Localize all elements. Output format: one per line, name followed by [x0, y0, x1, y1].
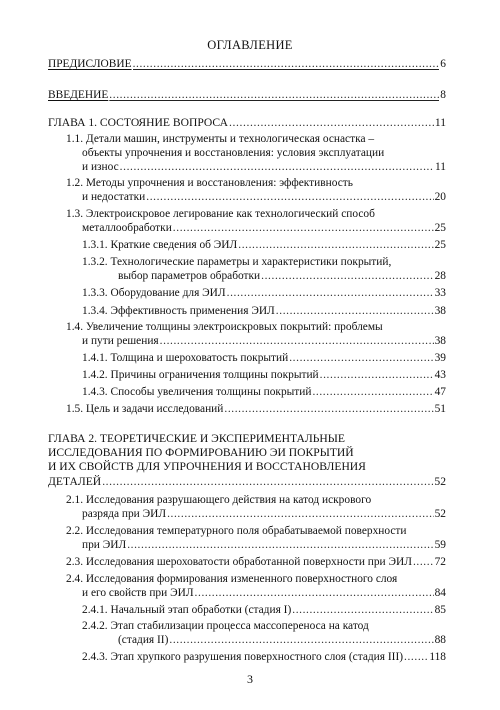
toc-entry-1-3[interactable]: [66, 207, 446, 235]
toc-line: [66, 555, 446, 569]
toc-page-number: 85: [434, 604, 446, 616]
toc-line: [48, 116, 446, 130]
toc-entry-text: 1.2. Методы упрочнения и восстановления: эффективность: [66, 177, 353, 189]
toc-entry-2-1[interactable]: [66, 493, 446, 521]
toc-page-number: 11: [435, 161, 446, 174]
dot-leader: [109, 88, 439, 102]
dot-leader: [120, 160, 434, 174]
toc-line: [82, 650, 446, 664]
toc-entry-1-4[interactable]: [66, 320, 446, 348]
toc-entry-1-5[interactable]: [66, 402, 446, 416]
toc-line: [82, 286, 446, 300]
toc-line: [48, 57, 446, 71]
toc-entry-1-4-3[interactable]: [82, 385, 446, 399]
dot-leader: [229, 116, 434, 130]
toc-page-number: 28: [434, 270, 446, 283]
toc-entry-text: ДЕТАЛЕЙ: [48, 474, 102, 488]
toc-entry-text: 1.3.1. Краткие сведения об ЭИЛ: [82, 239, 238, 251]
toc-entry-2-3[interactable]: [66, 555, 446, 569]
toc-page-number: 39: [434, 352, 446, 364]
toc-entry-2-4[interactable]: [66, 572, 446, 600]
toc-entry-text: и недостатки: [82, 191, 146, 204]
toc-page-number: 38: [434, 305, 446, 317]
toc-entry-2-4-1[interactable]: [82, 603, 446, 617]
toc-page-number: 8: [440, 89, 446, 101]
toc-entry-text: металлообработки: [82, 222, 172, 235]
toc-page-number: 20: [434, 191, 446, 204]
toc-page-number: 6: [440, 58, 446, 70]
dot-leader: [276, 304, 434, 318]
toc-entry-introduction[interactable]: [48, 88, 446, 102]
dot-leader: [133, 57, 440, 71]
toc-line: [82, 304, 446, 318]
dot-leader: [292, 603, 433, 617]
toc-entry-text: 1.4. Увеличение толщины электроискровых покрытий: проблемы: [66, 321, 383, 333]
toc-entry-text: 1.4.1. Толщина и шероховатость покрытий: [82, 352, 289, 364]
toc-entry-preface[interactable]: [48, 57, 446, 71]
toc-page-number: 52: [434, 474, 446, 488]
toc-entry-text: разряда при ЭИЛ: [82, 508, 167, 521]
toc-page-number: 59: [434, 539, 446, 552]
toc-entry-text: ПРЕДИСЛОВИЕ: [48, 58, 132, 70]
toc-line: [66, 221, 446, 235]
toc-entry-text: 2.2. Исследования температурного поля обрабатываемой поверхности: [66, 525, 407, 537]
toc-entry-text: выбор параметров обработки: [118, 270, 261, 283]
toc-entry-1-4-2[interactable]: [82, 368, 446, 382]
toc-entry-1-3-3[interactable]: [82, 286, 446, 300]
toc-page-number: 33: [434, 287, 446, 299]
dot-leader: [238, 238, 433, 252]
dot-leader: [413, 555, 434, 569]
toc-page-number: 38: [434, 335, 446, 348]
dot-leader: [167, 507, 434, 521]
toc-line: [66, 507, 446, 521]
toc-entry-text: 1.1. Детали машин, инструменты и технологическая оснастка –: [66, 133, 375, 145]
toc-entry-text: и пути решения: [82, 335, 159, 348]
dot-leader: [227, 286, 434, 300]
toc-entry-text: 1.5. Цель и задачи исследований: [66, 403, 224, 415]
toc-entry-text: 2.4.2. Этап стабилизации процесса массопереноса на катод: [82, 620, 369, 632]
toc-line: [66, 402, 446, 416]
toc-entry-chapter-1[interactable]: [48, 116, 446, 130]
toc-line: [82, 351, 446, 365]
toc-line: [66, 160, 446, 174]
toc-line: [82, 238, 446, 252]
dot-leader: [169, 633, 433, 647]
toc-entry-text: и износ: [82, 161, 119, 174]
toc-entry-text: 1.3.3. Оборудование для ЭИЛ: [82, 287, 226, 299]
toc-entry-text: 1.4.2. Причины ограничения толщины покрытий: [82, 369, 319, 381]
dot-leader: [195, 586, 434, 600]
toc-line: [66, 538, 446, 552]
toc-page-number: 88: [434, 634, 446, 647]
toc-entry-1-4-1[interactable]: [82, 351, 446, 365]
dot-leader: [261, 269, 433, 283]
toc-entry-1-3-2[interactable]: [82, 255, 446, 283]
toc-page-number: 25: [434, 222, 446, 235]
toc-line: [82, 368, 446, 382]
toc-entry-text: 2.3. Исследования шероховатости обработанной поверхности при ЭИЛ: [66, 556, 412, 568]
toc-line: [66, 334, 446, 348]
toc-page-number: 118: [429, 651, 446, 663]
toc-entry-1-2[interactable]: [66, 176, 446, 204]
toc-line: [82, 269, 446, 283]
toc-entry-text: 1.3. Электроискровое легирование как технологический способ: [66, 208, 375, 220]
toc-entry-text: 1.3.2. Технологические параметры и характеристики покрытий,: [82, 256, 392, 268]
dot-leader: [146, 190, 433, 204]
toc-line: [48, 475, 446, 489]
toc-entry-text: при ЭИЛ: [82, 539, 127, 552]
dot-leader: [312, 385, 433, 399]
toc-page-number: 84: [434, 587, 446, 600]
dot-leader: [160, 334, 434, 348]
toc-entry-text: ИССЛЕДОВАНИЯ ПО ФОРМИРОВАНИЮ ЭИ ПОКРЫТИЙ: [48, 446, 354, 460]
toc-entry-text: 2.4.3. Этап хрупкого разрушения поверхностного слоя (стадия III): [82, 651, 404, 663]
toc-page-number: 43: [434, 369, 446, 381]
toc-entry-text: 1.3.4. Эффективность применения ЭИЛ: [82, 305, 275, 317]
toc-page-number: 47: [434, 386, 446, 398]
toc-entry-text: и его свойств при ЭИЛ: [82, 587, 194, 600]
dot-leader: [320, 368, 434, 382]
dot-leader: [289, 351, 433, 365]
toc-line: [82, 603, 446, 617]
toc-title: ОГЛАВЛЕНИЕ: [207, 38, 293, 52]
toc-entry-text: ГЛАВА 1. СОСТОЯНИЕ ВОПРОСА: [48, 116, 228, 129]
toc-entry-1-3-1[interactable]: [82, 238, 446, 252]
toc-entry-2-4-2[interactable]: [82, 619, 446, 647]
page-number: 3: [247, 672, 253, 686]
toc-line: [48, 88, 446, 102]
toc-entry-1-3-4[interactable]: [82, 304, 446, 318]
dot-leader: [102, 475, 433, 489]
toc-page-number: 72: [434, 556, 446, 568]
dot-leader: [127, 538, 433, 552]
toc-entry-2-4-3[interactable]: [82, 650, 446, 664]
toc-entry-text: 2.4. Исследования формирования измененного поверхностного слоя: [66, 573, 398, 585]
toc-line: [82, 633, 446, 647]
dot-leader: [224, 402, 433, 416]
dot-leader: [173, 221, 434, 235]
toc-entry-text: 1.4.3. Способы увеличения толщины покрытий: [82, 386, 312, 398]
toc-entry-text: И ИХ СВОЙСТВ ДЛЯ УПРОЧНЕНИЯ И ВОССТАНОВЛЕНИЯ: [48, 460, 366, 474]
toc-page-number: 25: [434, 239, 446, 251]
toc-entry-1-1[interactable]: [66, 132, 446, 175]
toc-page-number: 52: [434, 508, 446, 521]
toc-entry-text: (стадия II): [118, 634, 169, 647]
toc-entry-chapter-2[interactable]: [48, 432, 446, 489]
toc-entry-text: ВВЕДЕНИЕ: [48, 89, 109, 101]
toc-entry-text: 2.1. Исследования разрушающего действия на катод искрового: [66, 494, 372, 506]
toc-entry-text: 2.4.1. Начальный этап обработки (стадия I): [82, 604, 292, 616]
dot-leader: [404, 650, 428, 664]
toc-page-number: 11: [434, 116, 446, 129]
toc-line: [66, 586, 446, 600]
toc-entry-text: объекты упрочнения и восстановления: условия эксплуатации: [82, 147, 385, 160]
toc-entry-2-2[interactable]: [66, 524, 446, 552]
toc-page-number: 51: [434, 403, 446, 415]
toc-line: [66, 190, 446, 204]
toc-entry-text: ГЛАВА 2. ТЕОРЕТИЧЕСКИЕ И ЭКСПЕРИМЕНТАЛЬНЫЕ: [48, 432, 345, 445]
toc-line: [82, 385, 446, 399]
